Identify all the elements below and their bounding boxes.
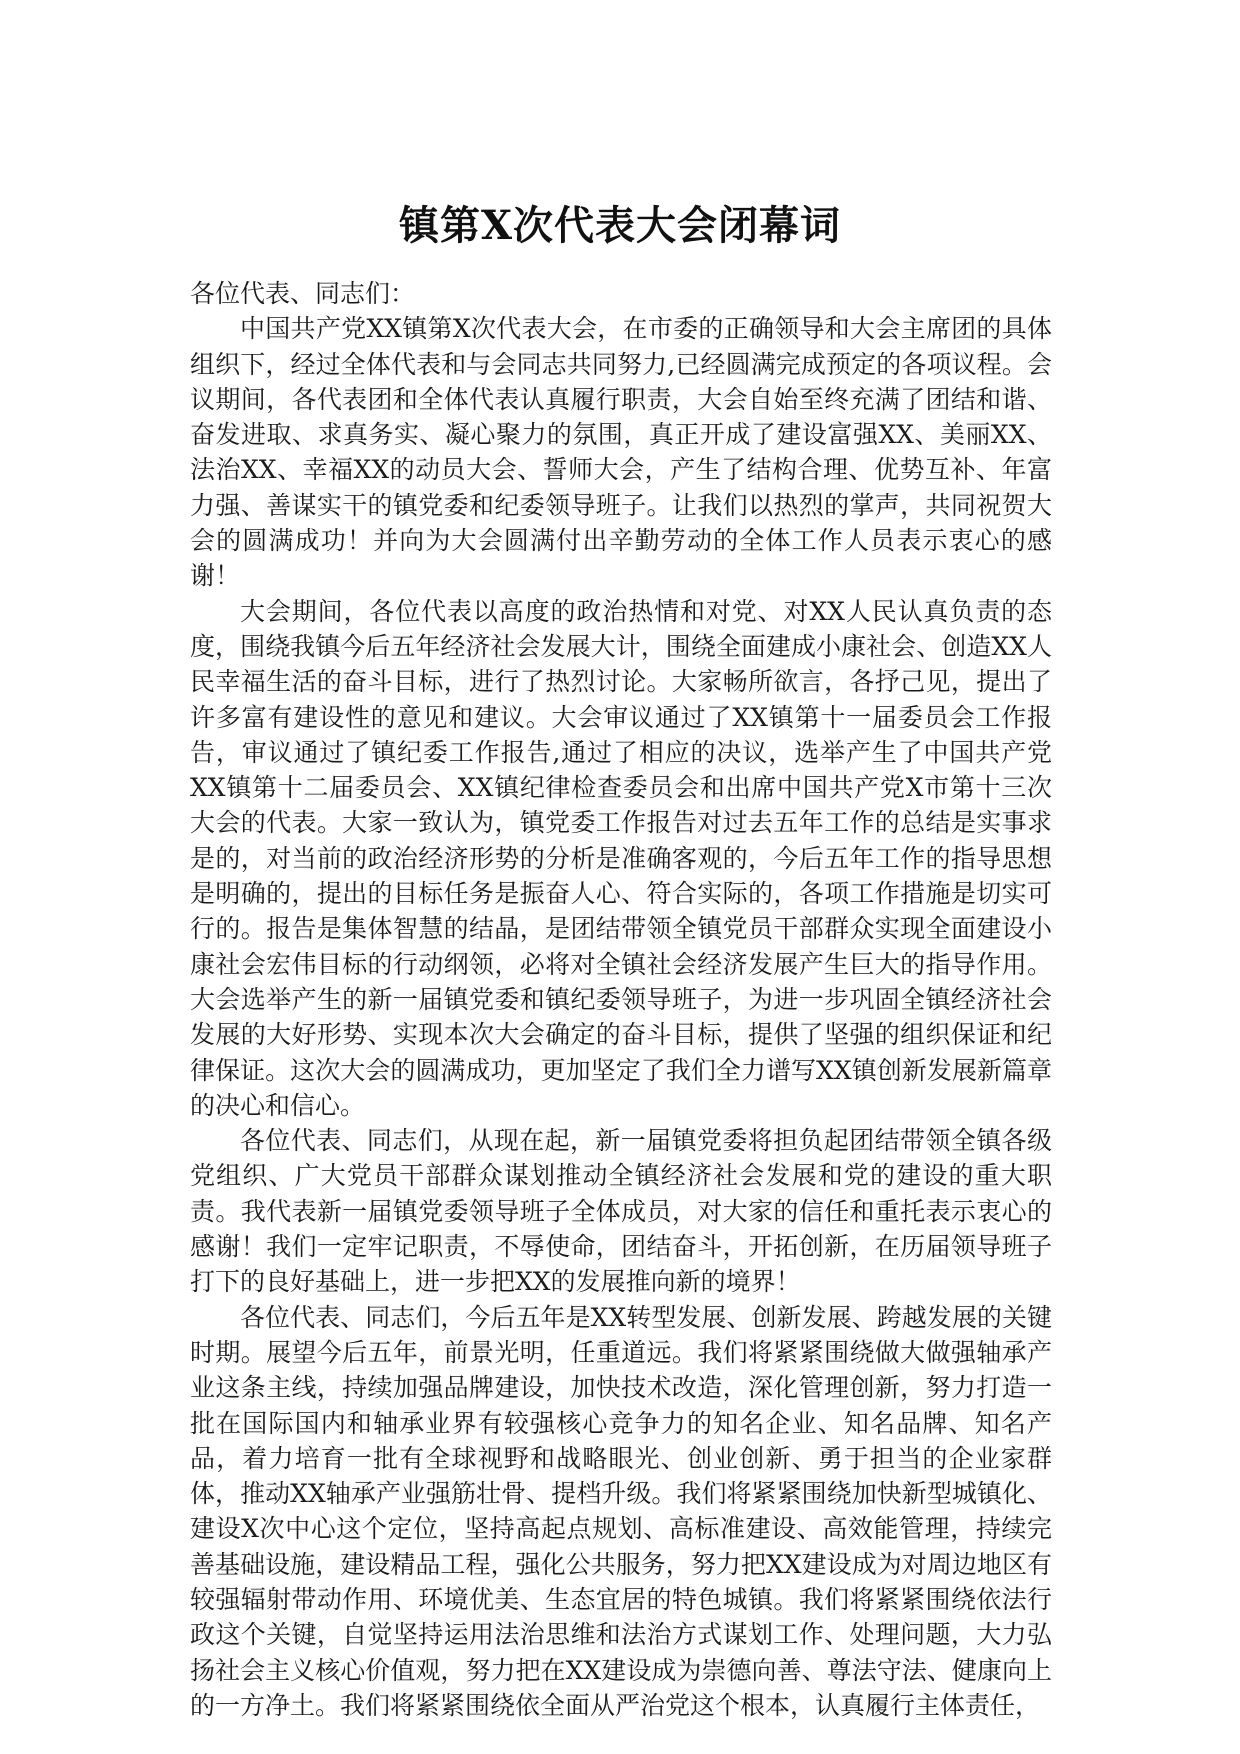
paragraph-2: 大会期间，各位代表以高度的政治热情和对党、对XX人民认真负责的态度，围绕我镇今后五年经济社会发展大计，围绕全面建成小康社会、创造XX人民幸福生活的奋斗目标，进行了热烈讨论。大家畅所欲言，各抒己见，提出了许多富有建设性的意见和建议。大会审议通过了XX镇第十一届委员会工作报告，审议通过了镇纪委工作报告,通过了相应的决议，选举产生了中国共产党XX镇第十二届委员会、XX镇纪律检查委员会和出席中国共产党X市第十三次大会的代表。大家一致认为，镇党委工作报告对过去五年工作的总结是实事求是的，对当前的政治经济形势的分析是准确客观的，今后五年工作的指导思想是明确的，提出的目标任务是振奋人心、符合实际的，各项工作措施是切实可行的。报告是集体智慧的结晶，是团结带领全镇党员干部群众实现全面建设小康社会宏伟目标的行动纲领，必将对全镇社会经济发展产生巨大的指导作用。大会选举产生的新一届镇党委和镇纪委领导班子，为进一步巩固全镇经济社会发展的大好形势、实现本次大会确定的奋斗目标，提供了坚强的组织保证和纪律保证。这次大会的圆满成功，更加坚定了我们全力谱写XX镇创新发展新篇章的决心和信心。 [190,596,1052,1120]
paragraph-4: 各位代表、同志们，今后五年是XX转型发展、创新发展、跨越发展的关键时期。展望今后五年，前景光明，任重道远。我们将紧紧围绕做大做强轴承产业这条主线，持续加强品牌建设，加快技术改造，深化管理创新，努力打造一批在国际国内和轴承业界有较强核心竞争力的知名企业、知名品牌、知名产品，着力培育一批有全球视野和战略眼光、创业创新、勇于担当的企业家群体，推动XX轴承产业强筋壮骨、提档升级。我们将紧紧围绕加快新型城镇化、建设X次中心这个定位，坚持高起点规划、高标准建设、高效能管理，持续完善基础设施，建设精品工程，强化公共服务，努力把XX建设成为对周边地区有较强辐射带动作用、环境优美、生态宜居的特色城镇。我们将紧紧围绕依法行政这个关键，自觉坚持运用法治思维和法治方式谋划工作、处理问题，大力弘扬社会主义核心价值观，努力把在XX建设成为崇德向善、尊法守法、健康向上的一方净土。我们将紧紧围绕依全面从严治党这个根本，认真履行主体责任， [190,1302,1052,1720]
paragraph-1: 中国共产党XX镇第X次代表大会，在市委的正确领导和大会主席团的具体组织下，经过全体代表和与会同志共同努力,已经圆满完成预定的各项议程。会议期间，各代表团和全体代表认真履行职责，大会自始至终充满了团结和谐、奋发进取、求真务实、凝心聚力的氛围，真正开成了建设富强XX、美丽XX、法治XX、幸福XX的动员大会、誓师大会，产生了结构合理、优势互补、年富力强、善谋实干的镇党委和纪委领导班子。让我们以热烈的掌声，共同祝贺大会的圆满成功！并向为大会圆满付出辛勤劳动的全体工作人员表示衷心的感谢！ [190,314,1052,591]
document-title: 镇第X次代表大会闭幕词 [398,202,842,249]
document-body [190,276,1052,1723]
paragraph-3: 各位代表、同志们，从现在起，新一届镇党委将担负起团结带领全镇各级党组织、广大党员干部群众谋划推动全镇经济社会发展和党的建设的重大职责。我代表新一届镇党委领导班子全体成员，对大家的信任和重托表示衷心的感谢！我们一定牢记职责，不辱使命，团结奋斗，开拓创新，在历届领导班子打下的良好基础上，进一步把XX的发展推向新的境界！ [190,1126,1052,1297]
salutation: 各位代表、同志们： [190,279,416,308]
